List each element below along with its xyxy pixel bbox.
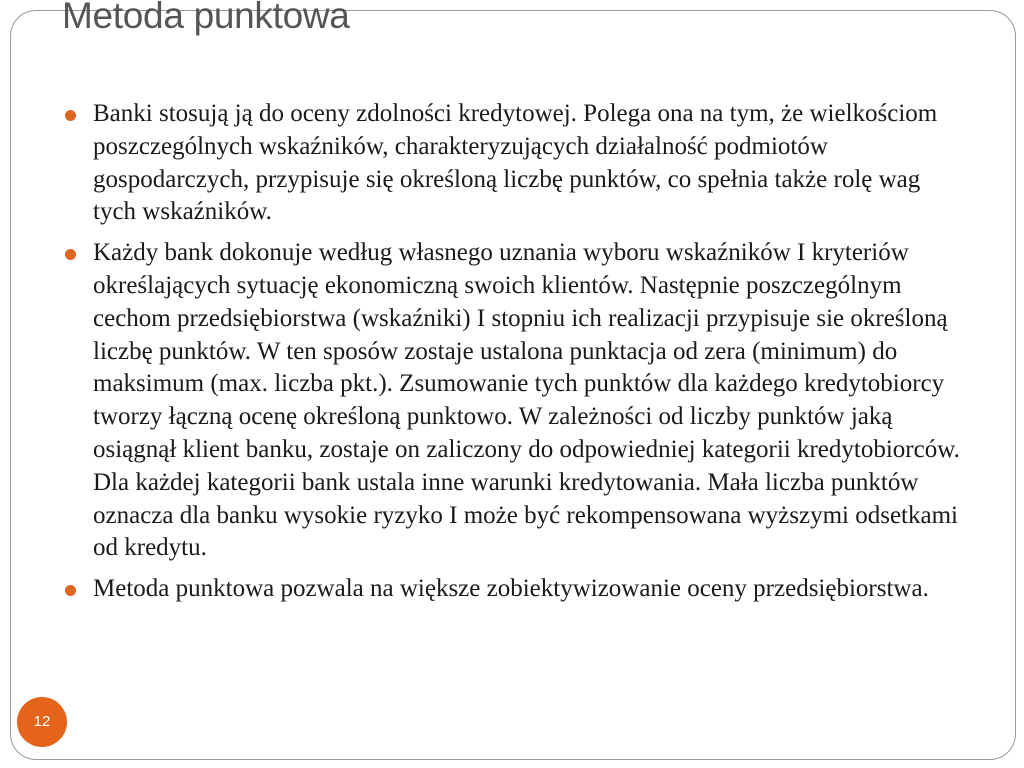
bullet-item-1: [62, 98, 962, 229]
bullet-text-3: Metoda punktowa pozwala na większe zobiektywizowanie oceny przedsiębiorstwa.: [93, 575, 929, 603]
bullet-item-2: [62, 237, 962, 565]
bullet-dot-icon: [65, 585, 76, 596]
slide-title: Metoda punktowa: [62, 0, 350, 36]
bullet-text-2: Każdy bank dokonuje według własnego uznania wyboru wskaźników I kryteriów określających sytuację ekonomiczną swoich klientów. Następnie poszczególnym cechom przedsiębiorstwa (wskaźniki) I stopniu ich realizacji przypisuje sie określoną liczbę punktów. W ten sposów zostaje ustalona punktacja od zera (minimum) do maksimum (max. liczba pkt.). Zsumowanie tych punktów dla każdego kredytobiorcy tworzy łączną ocenę określoną punktowo. W zależności od liczby punktów jaką osiągnął klient banku, zostaje on zaliczony do odpowiedniej kategorii kredytobiorców. Dla każdej kategorii bank ustala inne warunki kredytowania. Mała liczba punktów oznacza dla banku wysokie ryzyko I może być rekompensowana wyższymi odsetkami od kredytu.: [93, 239, 960, 562]
bullet-text-1: Banki stosują ją do oceny zdolności kredytowej. Polega ona na tym, że wielkościom poszczególnych wskaźników, charakteryzujących działalność podmiotów gospodarczych, przypisuje się określoną liczbę punktów, co spełnia także rolę wag tych wskaźników.: [93, 100, 938, 226]
bullet-dot-icon: [65, 110, 76, 121]
bullet-item-3: [62, 573, 962, 606]
page-number-badge: 12: [17, 697, 67, 747]
bullet-dot-icon: [65, 249, 76, 260]
bullet-list: [62, 98, 962, 614]
